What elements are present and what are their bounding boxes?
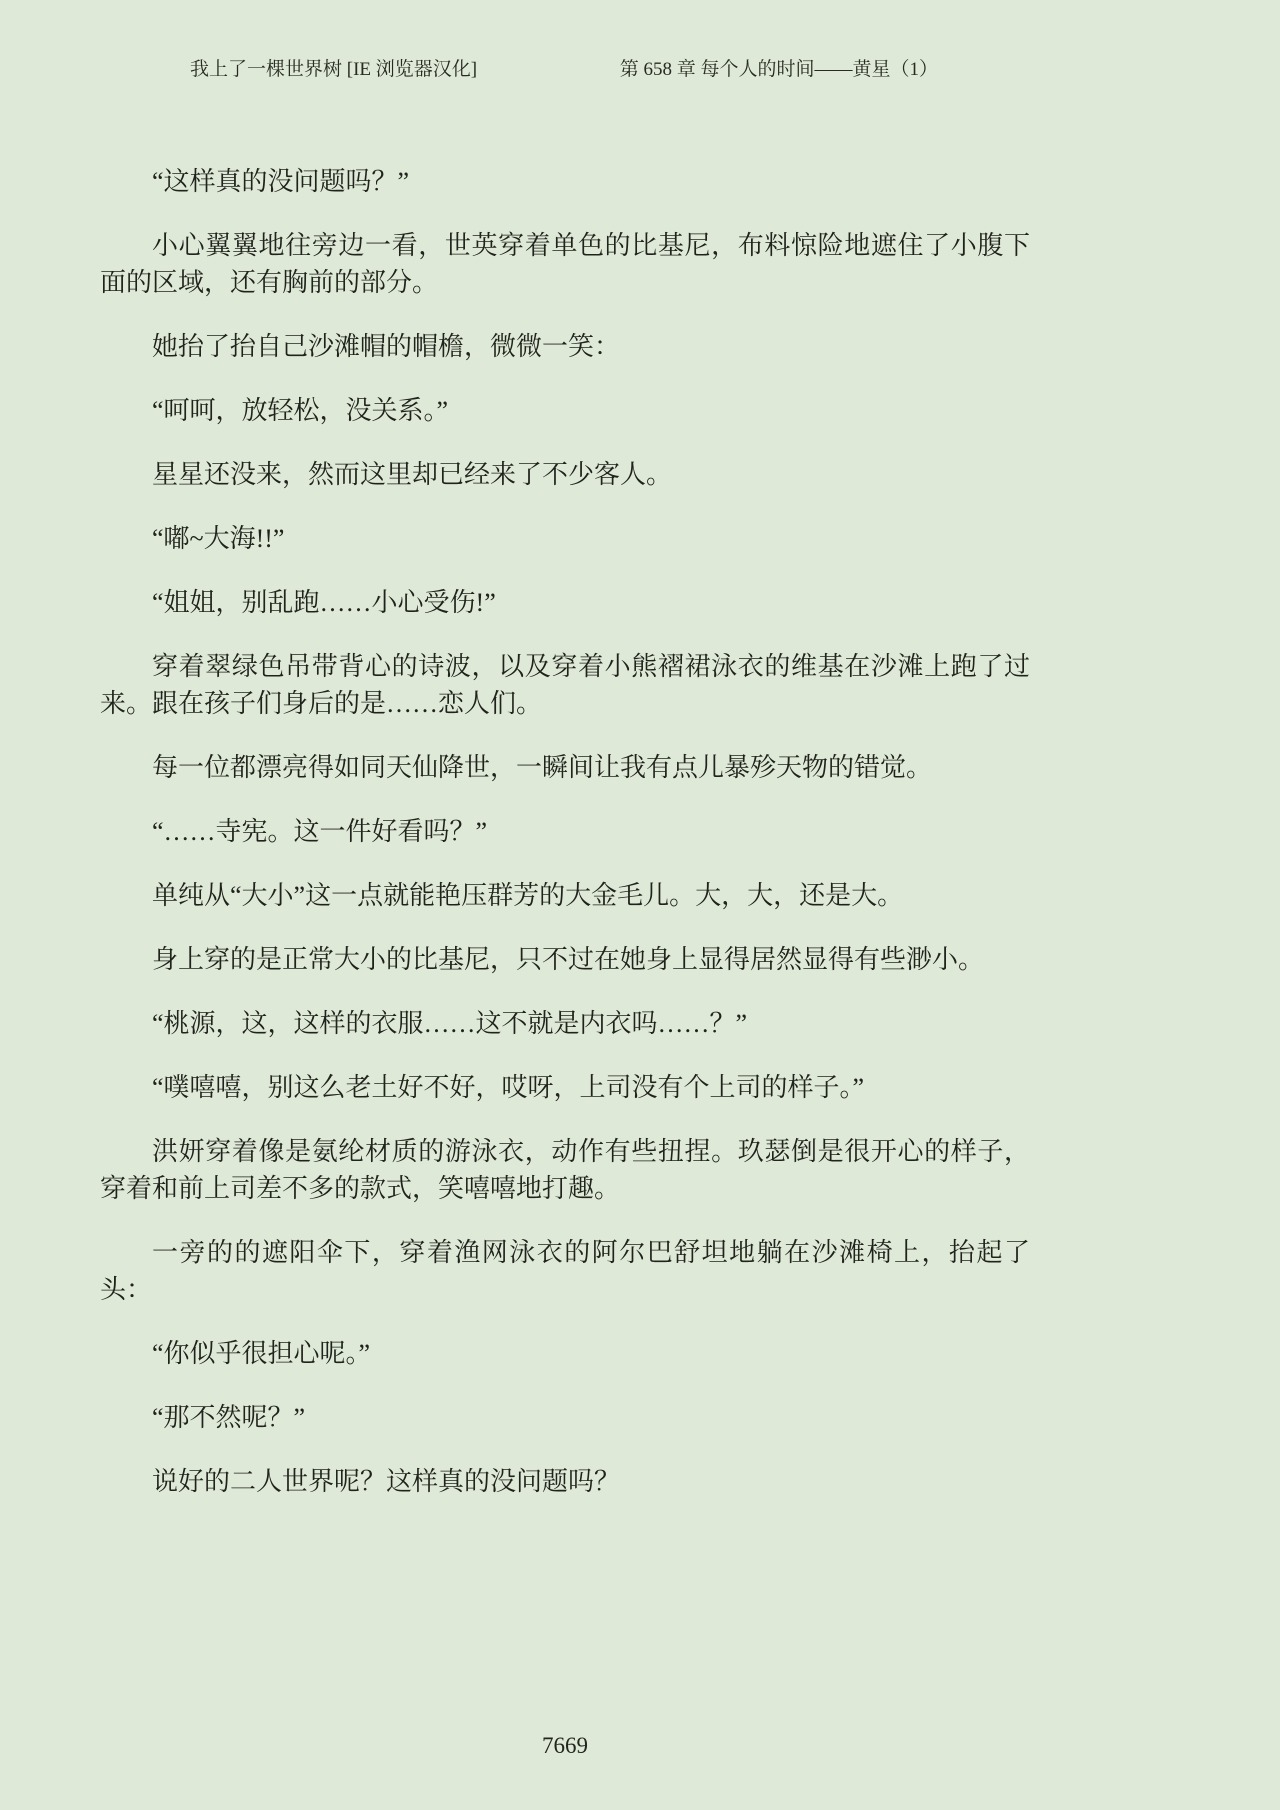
- page-header: [190, 57, 938, 82]
- paragraph: “桃源，这，这样的衣服……这不就是内衣吗……？”: [152, 1009, 748, 1038]
- paragraph: “这样真的没问题吗？”: [152, 167, 410, 196]
- paragraph: 每一位都漂亮得如同天仙降世，一瞬间让我有点儿暴殄天物的错觉。: [152, 753, 933, 782]
- paragraph: “姐姐，别乱跑……小心受伤!”: [152, 588, 496, 617]
- paragraph: 她抬了抬自己沙滩帽的帽檐，微微一笑：: [152, 332, 621, 361]
- paragraph: 穿着翠绿色吊带背心的诗波，以及穿着小熊褶裙泳衣的维基在沙滩上跑了过来。跟在孩子们身后的是……恋人们。: [100, 652, 1030, 718]
- paragraph: 身上穿的是正常大小的比基尼，只不过在她身上显得居然显得有些渺小。: [152, 945, 985, 974]
- paragraph: 星星还没来，然而这里却已经来了不少客人。: [152, 460, 673, 489]
- chapter-title: 第 658 章 每个人的时间——黄星（1）: [619, 59, 938, 80]
- paragraph: “那不然呢？”: [152, 1403, 306, 1432]
- paragraph: 一旁的的遮阳伞下，穿着渔网泳衣的阿尔巴舒坦地躺在沙滩椅上，抬起了头：: [100, 1238, 1030, 1304]
- page-number: 7669: [542, 1733, 588, 1758]
- paragraph: “噗嘻嘻，别这么老土好不好，哎呀，上司没有个上司的样子。”: [152, 1073, 865, 1102]
- paragraph: “你似乎很担心呢。”: [152, 1339, 371, 1368]
- paragraph: “嘟~大海!!”: [152, 524, 285, 553]
- book-title: 我上了一棵世界树 [IE 浏览器汉化]: [190, 59, 478, 80]
- paragraph: 单纯从“大小”这一点就能艳压群芳的大金毛儿。大，大，还是大。: [152, 881, 904, 910]
- page-footer: [100, 1732, 1030, 1760]
- paragraph: “……寺宪。这一件好看吗？”: [152, 817, 488, 846]
- paragraph: “呵呵，放轻松，没关系。”: [152, 396, 449, 425]
- paragraph: 说好的二人世界呢？这样真的没问题吗？: [152, 1467, 621, 1496]
- chapter-body: [100, 163, 1030, 1527]
- paragraph: 洪妍穿着像是氨纶材质的游泳衣，动作有些扭捏。玖瑟倒是很开心的样子，穿着和前上司差不多的款式，笑嘻嘻地打趣。: [100, 1137, 1030, 1203]
- paragraph: 小心翼翼地往旁边一看，世英穿着单色的比基尼，布料惊险地遮住了小腹下面的区域，还有胸前的部分。: [100, 231, 1030, 297]
